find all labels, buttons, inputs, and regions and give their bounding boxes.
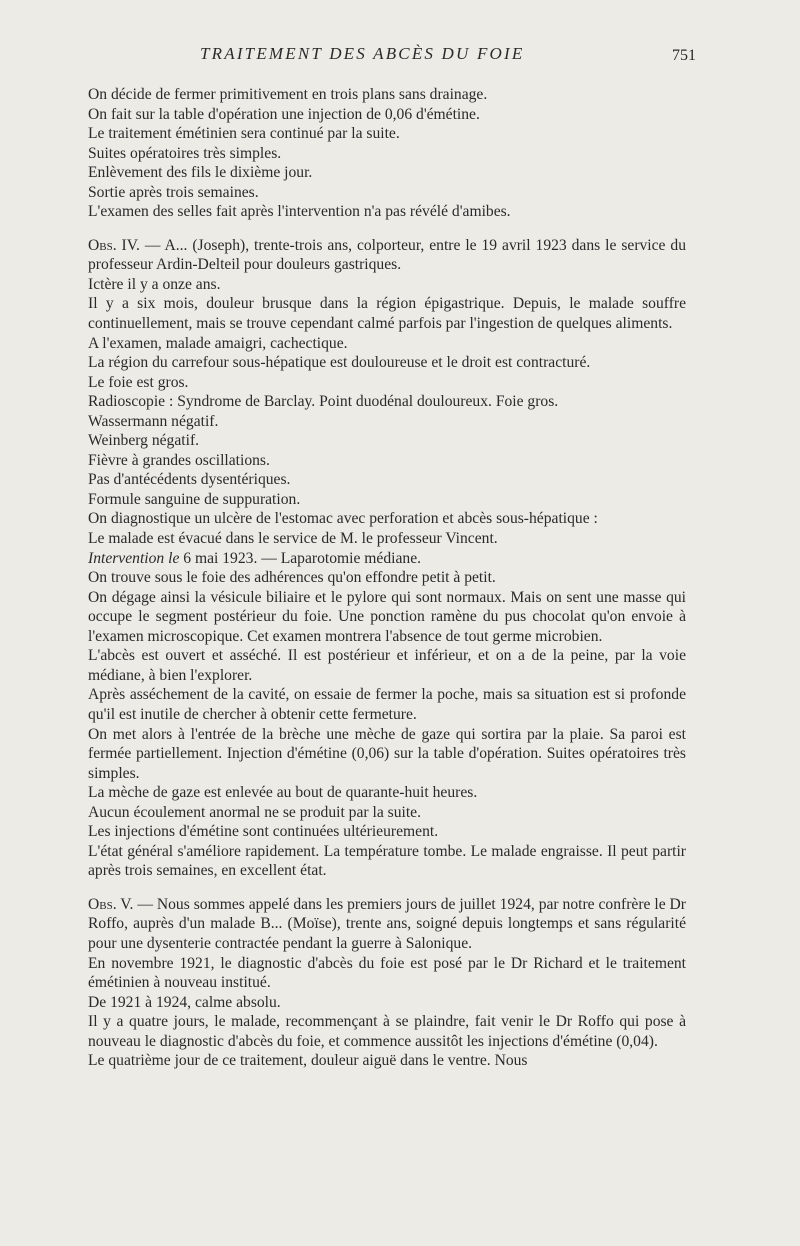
paragraph: [88, 568, 686, 588]
paragraph: [88, 783, 686, 803]
paragraph: [88, 803, 686, 823]
paragraph-text: Le foie est gros.: [88, 373, 189, 391]
paragraph: [88, 236, 686, 275]
paragraph: [88, 490, 686, 510]
paragraph-text: Wassermann négatif.: [88, 412, 219, 430]
paragraph: [88, 144, 686, 164]
paragraph: [88, 725, 686, 784]
paragraph-text: Il y a six mois, douleur brusque dans la région épigastrique. Depuis, le malade souffre continuellement, mais se trouve cependant calmé parfois par l'ingestion de quelques aliments.: [88, 295, 686, 333]
paragraph: [88, 431, 686, 451]
paragraph: [88, 294, 686, 333]
paragraph: [88, 685, 686, 724]
paragraph-text: On dégage ainsi la vésicule biliaire et le pylore qui sont normaux. Mais on sent une masse qui occupe le segment postérieur du foie. Une ponction ramène du pus chocolat qu'on envoie à l'examen microscopique. Cet examen montrera l'absence de tout germe microbien.: [88, 588, 686, 645]
italic-phrase: Intervention le: [88, 549, 180, 567]
observation-label: Obs. V.: [88, 895, 134, 913]
paragraph-text: On diagnostique un ulcère de l'estomac avec perforation et abcès sous-hépatique :: [88, 510, 598, 528]
paragraph: [88, 202, 686, 222]
paragraph: [88, 549, 686, 569]
page-header: [0, 44, 800, 72]
paragraph-text: On décide de fermer primitivement en trois plans sans drainage.: [88, 86, 488, 103]
running-title: TRAITEMENT DES ABCÈS DU FOIE: [200, 44, 525, 63]
paragraph-text: Fièvre à grandes oscillations.: [88, 451, 270, 469]
paragraph: [88, 412, 686, 432]
paragraph-text: — A... (Joseph), trente-trois ans, colporteur, entre le 19 avril 1923 dans le service du professeur Ardin-Delteil pour douleurs gastriques.: [88, 236, 686, 274]
body-text: [88, 85, 686, 1071]
paragraph-text: Après asséchement de la cavité, on essaie de fermer la poche, mais sa situation est si profonde qu'il est inutile de chercher à obtenir cette fermeture.: [88, 686, 686, 723]
paragraph-text: Sortie après trois semaines.: [88, 183, 259, 201]
paragraph: [88, 1051, 686, 1071]
paragraph: [88, 353, 686, 373]
paragraph-text: Enlèvement des fils le dixième jour.: [88, 164, 313, 182]
paragraph: [88, 451, 686, 471]
paragraph-text: Il y a quatre jours, le malade, recommençant à se plaindre, fait venir le Dr Roffo qui pose à nouveau le diagnostic d'abcès du foie, et commence aussitôt les injections d'émétine (0,04).: [88, 1013, 686, 1050]
paragraph-text: On met alors à l'entrée de la brèche une mèche de gaze qui sortira par la plaie. Sa paroi est fermée partiellement. Injection d'émétine (0,06) sur la table d'opération. Suites opératoires très simples.: [88, 725, 686, 782]
paragraph-text: Le quatrième jour de ce traitement, douleur aiguë dans le ventre. Nous: [88, 1052, 528, 1070]
paragraph-text: Le malade est évacué dans le service de M. le professeur Vincent.: [88, 530, 498, 548]
paragraph: [88, 822, 686, 842]
paragraph: [88, 275, 686, 295]
observation-label: Obs. IV.: [88, 236, 140, 254]
paragraph-text: A l'examen, malade amaigri, cachectique.: [88, 334, 348, 352]
paragraph: [88, 85, 686, 105]
paragraph: [88, 183, 686, 203]
paragraph-text: L'examen des selles fait après l'intervention n'a pas révélé d'amibes.: [88, 203, 511, 221]
paragraph: [88, 392, 686, 412]
paragraph-text: Le traitement émétinien sera continué par la suite.: [88, 125, 400, 143]
paragraph-text: La mèche de gaze est enlevée au bout de quarante-huit heures.: [88, 784, 478, 802]
paragraph-text: En novembre 1921, le diagnostic d'abcès du foie est posé par le Dr Richard et le traitement émétinien à nouveau institué.: [88, 954, 686, 992]
paragraph-text: Radioscopie : Syndrome de Barclay. Point duodénal douloureux. Foie gros.: [88, 393, 559, 411]
paragraph-text: Weinberg négatif.: [88, 432, 200, 450]
paragraph: [88, 588, 686, 647]
paragraph-text: L'abcès est ouvert et asséché. Il est postérieur et inférieur, et on a de la peine, par la voie médiane, à bien l'explorer.: [88, 647, 686, 684]
paragraph-text: Pas d'antécédents dysentériques.: [88, 471, 291, 489]
paragraph-text: On trouve sous le foie des adhérences qu'on effondre petit à petit.: [88, 569, 496, 587]
paragraph-text: Aucun écoulement anormal ne se produit par la suite.: [88, 803, 421, 821]
paragraph: [88, 470, 686, 490]
paragraph-text: — Nous sommes appelé dans les premiers jours de juillet 1924, par notre confrère le Dr Roffo, auprès d'un malade B... (Moïse), trente ans, soigné depuis longtemps et sans régularité pour une dysenterie contractée pendant la guerre à Salonique.: [88, 895, 687, 952]
paragraph-text: La région du carrefour sous-hépatique est douloureuse et le droit est contracturé.: [88, 354, 591, 372]
paragraph: [88, 163, 686, 183]
paragraph: [88, 646, 686, 685]
paragraph-text: 6 mai 1923. — Laparotomie médiane.: [179, 549, 422, 567]
paragraph: [88, 124, 686, 144]
paragraph-text: De 1921 à 1924, calme absolu.: [88, 993, 281, 1011]
paragraph: [88, 895, 686, 954]
paragraph: [88, 509, 686, 529]
paragraph: [88, 529, 686, 549]
paragraph: [88, 954, 686, 993]
paragraph-text: Suites opératoires très simples.: [88, 144, 282, 162]
paragraph: [88, 1012, 686, 1051]
page-number: 751: [672, 47, 696, 64]
paragraph-text: On fait sur la table d'opération une injection de 0,06 d'émétine.: [88, 105, 480, 123]
paragraph: [88, 842, 686, 881]
paragraph: [88, 993, 686, 1013]
paragraph-text: Formule sanguine de suppuration.: [88, 490, 301, 508]
paragraph: [88, 334, 686, 354]
paragraph-text: Les injections d'émétine sont continuées ultérieurement.: [88, 823, 439, 841]
paragraph-text: L'état général s'améliore rapidement. La température tombe. Le malade engraisse. Il peut partir après trois semaines, en excellent état.: [88, 842, 686, 880]
paragraph-text: Ictère il y a onze ans.: [88, 275, 221, 293]
paragraph: [88, 373, 686, 393]
paragraph: [88, 105, 686, 125]
